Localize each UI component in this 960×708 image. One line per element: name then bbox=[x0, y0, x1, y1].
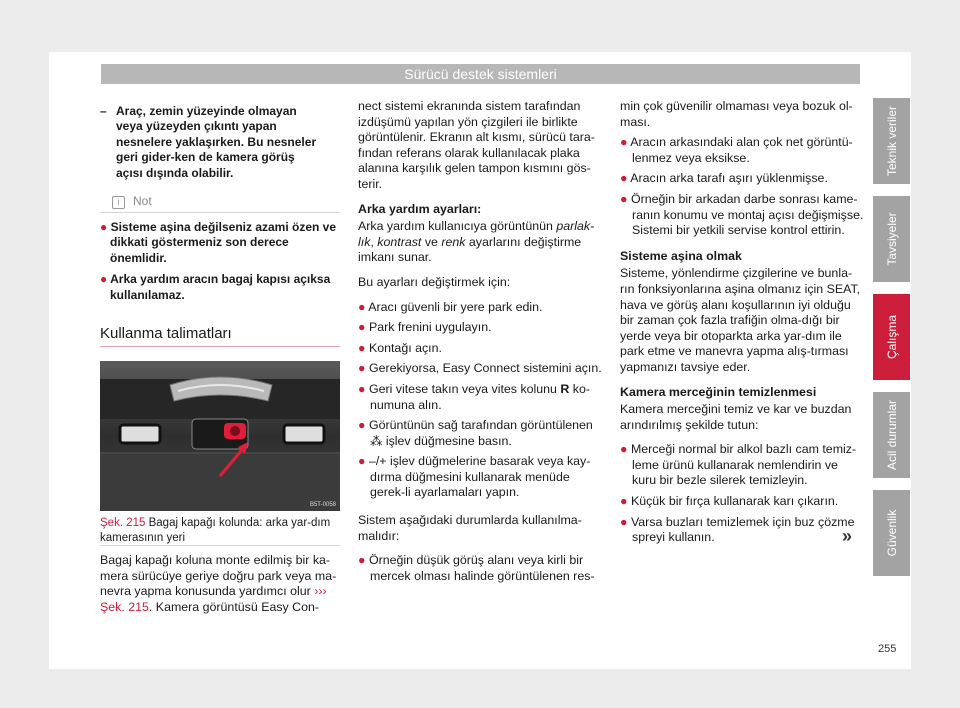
bullet-icon: ● bbox=[358, 320, 366, 335]
list-item: ● Aracı güvenli bir yere park edin. bbox=[358, 299, 543, 314]
caption-text: Bagaj kapağı kolunda: arka yar-dım kamerasının yeri bbox=[100, 517, 331, 544]
subheading: Arka yardım ayarları: bbox=[358, 201, 482, 216]
note-box bbox=[100, 190, 340, 300]
camera-settings-icon: ⁂ bbox=[370, 433, 383, 448]
list-item: ● Gerekiyorsa, Easy Connect sistemini açın. bbox=[358, 361, 602, 376]
bullet-icon: ● bbox=[358, 381, 366, 396]
note-title: Not bbox=[133, 194, 152, 208]
list-item: ● Örneğin düşük görüş alanı veya kirli bir mercek olması halinde görüntülenen res- bbox=[358, 553, 595, 583]
subheading: Kamera merceğinin temizlenmesi bbox=[620, 384, 817, 399]
paragraph: Arka yardım kullanıcıya görüntünün parlak-lık, kontrast ve renk ayarlarını değiştirme imkanı sunar. bbox=[358, 219, 595, 265]
subheading: Sisteme aşina olmak bbox=[620, 248, 742, 263]
paragraph: Kamera merceğini temiz ve kar ve buzdan arındırılmış şekilde tutun: bbox=[620, 402, 852, 432]
warning-dash: – bbox=[100, 104, 107, 118]
bullet-icon: ● bbox=[620, 191, 628, 206]
list-item: ● Aracın arkasındaki alan çok net görüntü-lenmez veya eksikse. bbox=[620, 135, 853, 165]
list-item: ● Varsa buzları temizlemek için buz çözme spreyi kullanın. bbox=[620, 514, 855, 545]
list-item: ● Küçük bir fırça kullanarak karı çıkarın. bbox=[620, 494, 839, 509]
continue-icon: » bbox=[842, 526, 853, 546]
trunk-handle-illustration bbox=[100, 361, 340, 511]
divider bbox=[100, 346, 340, 347]
warning-item bbox=[100, 104, 320, 181]
bullet-icon: ● bbox=[620, 514, 628, 529]
warning-text: Araç, zemin yüzeyinde olmayan veya yüzeyden çıkıntı yapan nesnelere yaklaşırken. Bu nesneler geri gider-ken de kamera görüş açısı dışında olabilir. bbox=[116, 104, 317, 180]
page-number: 255 bbox=[878, 643, 897, 655]
tab-guvenlik[interactable]: Güvenlik bbox=[873, 490, 910, 576]
paragraph: min çok güvenilir olmaması veya bozuk ol-ması. bbox=[620, 99, 853, 129]
list-item: ● Geri vitese takın veya vites kolunu R ko-numuna alın. bbox=[358, 381, 591, 412]
list-item: ● Aracın arka tarafı aşırı yüklenmişse. bbox=[620, 171, 828, 186]
column-1-body bbox=[100, 553, 340, 624]
bullet-icon: ● bbox=[620, 494, 628, 509]
paragraph: nect sistemi ekranında sistem tarafından izdüşümü yapılan yön çizgileri ile birlikte görüntülenir. Ekranın alt kısmı, sürücü tara-fından referans olarak kullanılacak plaka alanına karşılık gelen tampon kısmını gös-terir. bbox=[358, 99, 595, 191]
list-item: ● Kontağı açın. bbox=[358, 340, 442, 355]
list-item: ● Park frenini uygulayın. bbox=[358, 320, 492, 335]
bullet-icon: ● bbox=[620, 135, 628, 150]
info-icon: i bbox=[112, 196, 125, 209]
figure-link[interactable]: Şek. 215 bbox=[100, 599, 149, 614]
tab-tavsiyeler[interactable]: Tavsiyeler bbox=[873, 196, 910, 282]
paragraph: Bu ayarları değiştirmek için: bbox=[358, 274, 511, 289]
link-arrow-icon: ››› bbox=[314, 584, 327, 599]
paragraph: Sistem aşağıdaki durumlarda kullanılma-malıdır: bbox=[358, 513, 582, 543]
tab-calisma[interactable]: Çalışma bbox=[873, 294, 910, 380]
note-item: ● Arka yardım aracın bagaj kapısı açıksa kullanılamaz. bbox=[100, 272, 331, 302]
bullet-icon: ● bbox=[358, 454, 366, 469]
list-item: ● –/+ işlev düğmelerine basarak veya kay-dırma düğmesini kullanarak menüde gerek-li ayarlamaları yapın. bbox=[358, 454, 591, 500]
divider bbox=[100, 545, 340, 546]
tab-acil-durumlar[interactable]: Acil durumlar bbox=[873, 392, 910, 478]
note-item: ● Sisteme aşina değilseniz azami özen ve dikkati göstermeniz son derece önemlidir. bbox=[100, 220, 337, 265]
figure-caption bbox=[100, 516, 340, 545]
page-header: Sürücü destek sistemleri bbox=[101, 64, 860, 84]
bullet-icon: ● bbox=[358, 340, 366, 355]
figure-trunk-camera bbox=[100, 361, 340, 511]
paragraph: Sisteme, yönlendirme çizgilerine ve bunla-rın fonksiyonlarına aşina olmanız için SEAT, hava ve görüş alanı koşullarının iyi olduğu bir zaman çok fazla trafiğin olma-dığı bir yerde veya bir otoparkta arka yar-dım ile park etme ve manevra yapma alış-tırması yapmanızı tavsiye eder. bbox=[620, 266, 861, 374]
column-2 bbox=[358, 99, 603, 589]
bullet-icon: ● bbox=[358, 553, 366, 568]
list-item: ● Örneğin bir arkadan darbe sonrası kame-ranın konumu ve montaj açısı değişmişse. Sistemi bir yetkili servise kontrol ettirin. bbox=[620, 191, 864, 238]
bullet-icon: ● bbox=[100, 272, 108, 287]
note-body bbox=[100, 220, 340, 309]
bullet-icon: ● bbox=[100, 220, 108, 234]
figure-code: B5T-0058 bbox=[309, 502, 336, 508]
caption-label: Şek. 215 bbox=[100, 517, 146, 529]
list-item: ● Görüntünün sağ tarafından görüntülenen ⁂ işlev düğmesine basın. bbox=[358, 418, 593, 448]
bullet-icon: ● bbox=[620, 442, 628, 457]
list-item: ● Merceği normal bir alkol bazlı cam temiz-leme ürünü kullanarak nemlendirin ve kuru bir bezle silerek temizleyin. bbox=[620, 442, 857, 488]
bullet-icon: ● bbox=[620, 171, 628, 186]
tab-teknik-veriler[interactable]: Teknik veriler bbox=[873, 98, 910, 184]
paragraph: Bagaj kapağı koluna monte edilmiş bir ka-mera sürücüye geriye doğru park veya ma-nevra yapma konusunda yardımcı olur ››› Şek. 215. Kamera görüntüsü Easy Con- bbox=[100, 553, 337, 614]
bullet-icon: ● bbox=[358, 299, 366, 314]
bullet-icon: ● bbox=[358, 361, 366, 376]
divider bbox=[100, 212, 340, 213]
note-header bbox=[112, 194, 152, 209]
bullet-icon: ● bbox=[358, 418, 366, 433]
section-title: Kullanma talimatları bbox=[100, 325, 232, 342]
column-3 bbox=[620, 99, 865, 551]
